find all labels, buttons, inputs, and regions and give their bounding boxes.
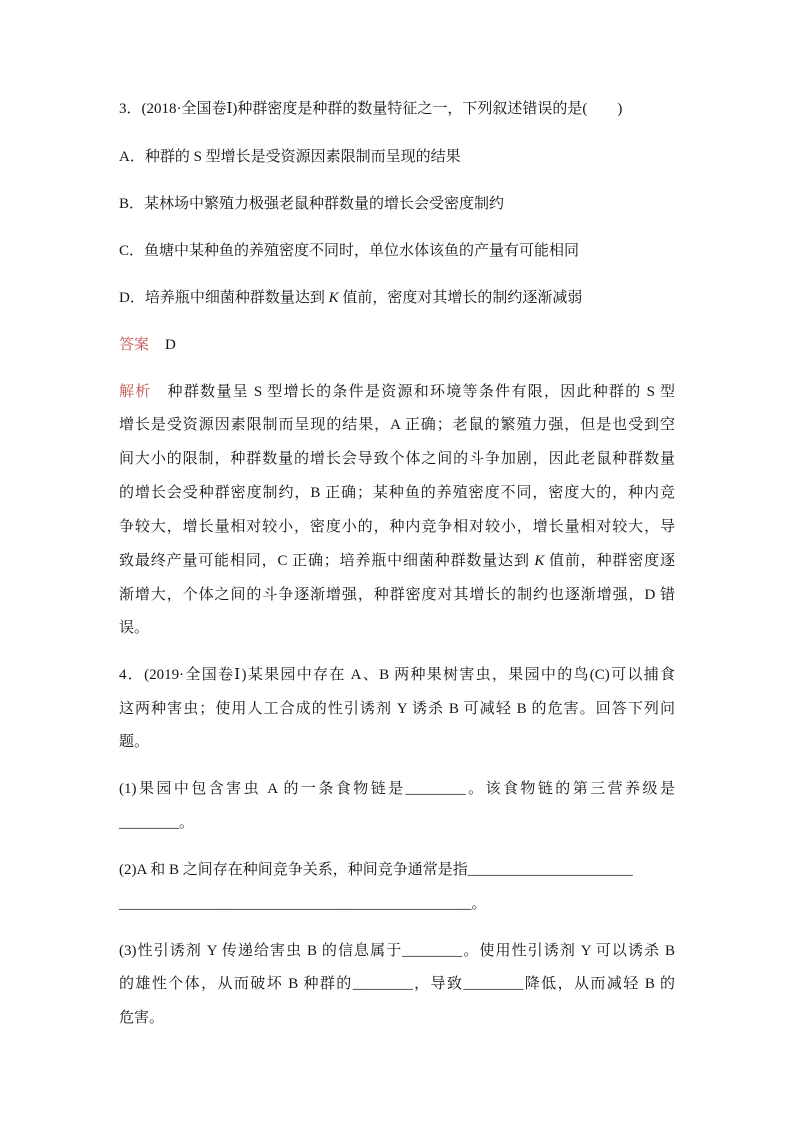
answer-label: 答案 (119, 337, 150, 353)
q4-sub2-line-1: (2)A 和 B 之间存在种间竞争关系，种间竞争通常是指______________________ (119, 862, 633, 878)
analysis-text-end: 值前，种群密度逐 (544, 553, 675, 569)
q3-analysis-line-3: 间大小的限制，种群数量的增长会导致个体之间的斗争加剧，因此老鼠种群数量 (119, 451, 675, 467)
q3-option-c: C．鱼塘中某种鱼的养殖密度不同时，单位水体该鱼的产量有可能相同 (119, 243, 580, 259)
q4-sub3-line-3: 危害。 (119, 1010, 165, 1026)
q4-sub1-line-1: (1)果园中包含害虫 A 的一条食物链是________。该食物链的第三营养级是 (119, 781, 675, 797)
option-d-text-start: D．培养瓶中细菌种群数量达到 (119, 290, 329, 306)
q3-analysis-line-2: 增长是受资源因素限制而呈现的结果，A 正确；老鼠的繁殖力强，但是也受到空 (119, 417, 675, 433)
q3-analysis-line-1 (119, 382, 675, 402)
q3-analysis-line-7: 渐增大，个体之间的斗争逐渐增强，种群密度对其增长的制约也逐渐增强，D 错 (119, 587, 675, 603)
q3-analysis-line-4: 的增长会受种群密度制约，B 正确；某种鱼的养殖密度不同，密度大的，种内竞 (119, 485, 675, 501)
q4-sub3-line-2: 的雄性个体，从而破坏 B 种群的________，导致________降低，从而减轻 B 的 (119, 976, 675, 992)
q3-answer-line (119, 335, 675, 355)
analysis-label: 解析 (119, 384, 152, 400)
q3-analysis-line-8: 误。 (119, 620, 150, 636)
q4-sub2-line-2: _______________________________________________。 (119, 896, 487, 912)
option-d-text-end: 值前，密度对其增长的制约逐渐减弱 (338, 290, 583, 306)
q3-stem: 3．(2018·全国卷Ⅰ)种群密度是种群的数量特征之一，下列叙述错误的是( ) (119, 101, 623, 117)
answer-value: D (165, 337, 176, 353)
q4-stem-line-2: 这两种害虫；使用人工合成的性引诱剂 Y 诱杀 B 可减轻 B 的危害。回答下列问 (119, 701, 675, 717)
q3-option-d (119, 288, 675, 308)
q4-sub1-line-2: ________。 (119, 815, 195, 831)
variable-k: K (328, 290, 339, 306)
q3-option-a: A．种群的 S 型增长是受资源因素限制而呈现的结果 (119, 149, 461, 165)
q4-sub3-line-1: (3)性引诱剂 Y 传递给害虫 B 的信息属于________。使用性引诱剂 Y 可以诱杀 B (119, 943, 675, 959)
q3-analysis-line-5: 争较大，增长量相对较小，密度小的，种内竞争相对较小，增长量相对较大，导 (119, 519, 675, 535)
q4-stem-line-3: 题。 (119, 734, 150, 750)
variable-k: K (534, 553, 545, 569)
analysis-text: 种群数量呈 S 型增长的条件是资源和环境等条件有限，因此种群的 S 型 (167, 384, 675, 400)
analysis-text-start: 致最终产量可能相同，C 正确；培养瓶中细菌种群数量达到 (119, 553, 535, 569)
q4-stem-line-1: 4．(2019·全国卷Ⅰ)某果园中存在 A、B 两种果树害虫，果园中的鸟(C)可以捕食 (119, 667, 675, 683)
q3-analysis-line-6 (119, 551, 675, 571)
q3-option-b: B．某林场中繁殖力极强老鼠种群数量的增长会受密度制约 (119, 196, 505, 212)
